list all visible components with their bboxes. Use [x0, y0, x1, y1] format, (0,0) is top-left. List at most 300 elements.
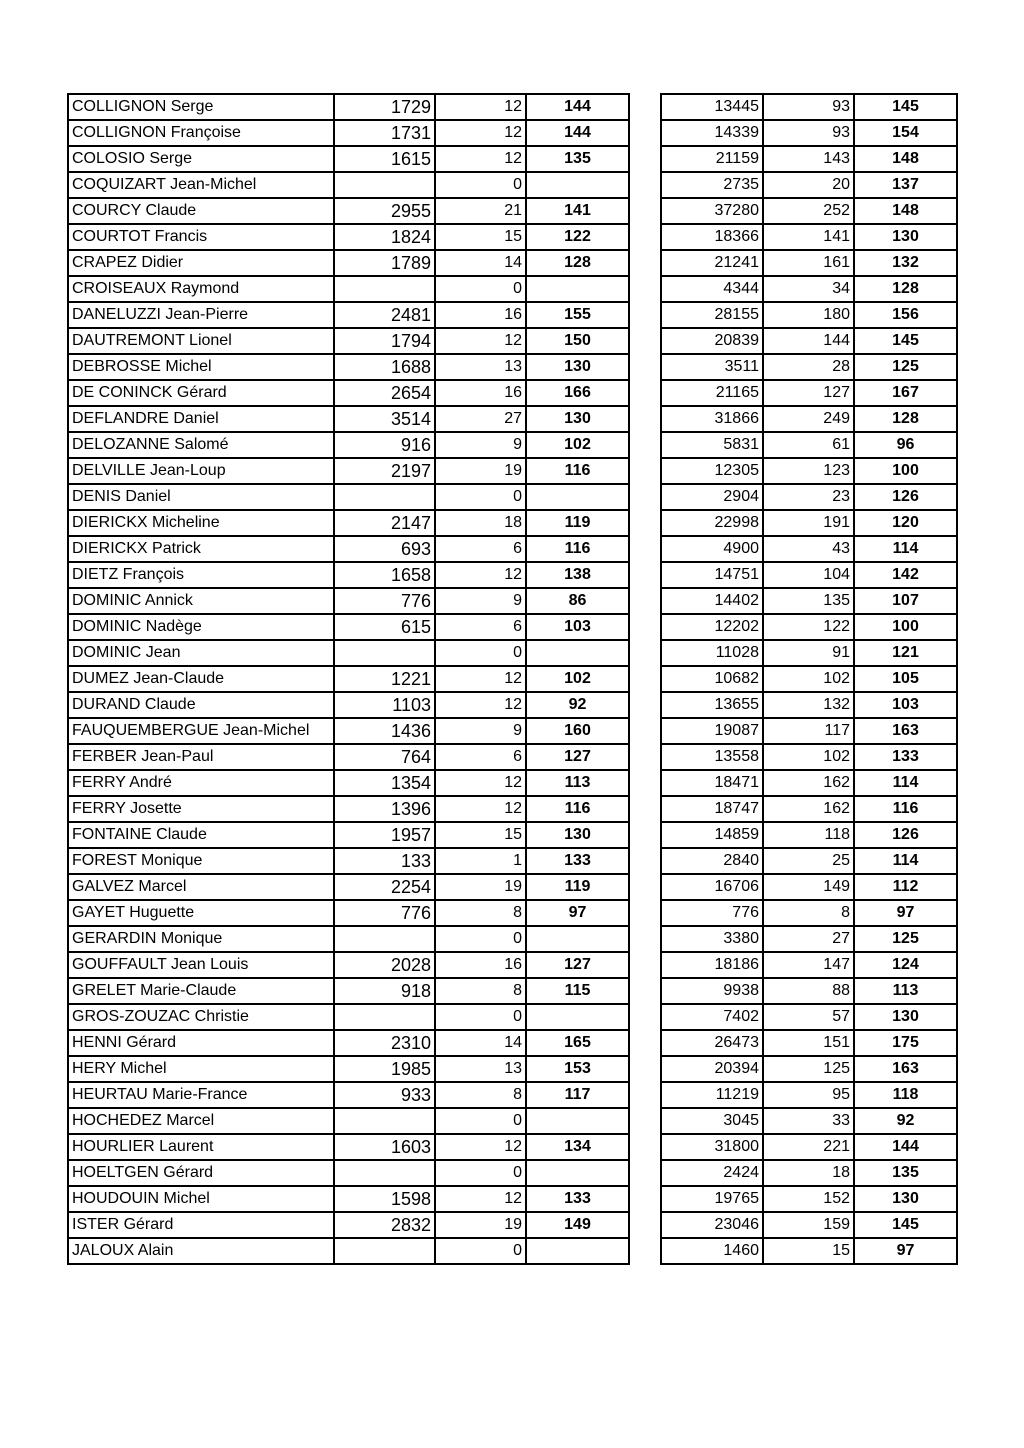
table-row	[68, 458, 629, 484]
season-average-cell: 124	[854, 952, 957, 978]
player-name-cell: DURAND Claude	[68, 692, 334, 718]
season-average-cell: 145	[854, 1212, 957, 1238]
player-name-cell: GROS-ZOUZAC Christie	[68, 1004, 334, 1030]
month-average-cell: 133	[526, 1186, 629, 1212]
table-row	[661, 484, 957, 510]
season-pins-cell: 19087	[661, 718, 763, 744]
season-pins-cell: 11028	[661, 640, 763, 666]
table-row	[661, 1108, 957, 1134]
month-pins-cell: 2654	[334, 380, 435, 406]
season-games-cell: 61	[763, 432, 854, 458]
season-games-cell: 191	[763, 510, 854, 536]
month-games-cell: 16	[435, 302, 526, 328]
table-row	[68, 484, 629, 510]
month-pins-cell: 1436	[334, 718, 435, 744]
season-average-cell: 114	[854, 848, 957, 874]
season-games-cell: 18	[763, 1160, 854, 1186]
season-games-cell: 135	[763, 588, 854, 614]
player-name-cell: DIETZ François	[68, 562, 334, 588]
player-name-cell: DELVILLE Jean-Loup	[68, 458, 334, 484]
month-pins-cell: 1221	[334, 666, 435, 692]
month-pins-cell: 918	[334, 978, 435, 1004]
table-row	[661, 770, 957, 796]
season-average-cell: 144	[854, 1134, 957, 1160]
month-pins-cell	[334, 1108, 435, 1134]
table-row	[661, 562, 957, 588]
season-average-cell: 145	[854, 94, 957, 120]
player-name-cell: FAUQUEMBERGUE Jean-Michel	[68, 718, 334, 744]
table-row	[68, 640, 629, 666]
month-pins-cell: 776	[334, 900, 435, 926]
season-pins-cell: 1460	[661, 1238, 763, 1264]
player-name-cell: DOMINIC Annick	[68, 588, 334, 614]
season-games-cell: 159	[763, 1212, 854, 1238]
table-row	[68, 510, 629, 536]
month-games-cell: 12	[435, 120, 526, 146]
month-average-cell: 116	[526, 796, 629, 822]
season-average-cell: 130	[854, 1004, 957, 1030]
table-row	[68, 1212, 629, 1238]
month-average-cell: 127	[526, 952, 629, 978]
month-average-cell: 128	[526, 250, 629, 276]
season-average-cell: 142	[854, 562, 957, 588]
table-row	[68, 94, 629, 120]
season-average-cell: 148	[854, 198, 957, 224]
season-average-cell: 175	[854, 1030, 957, 1056]
player-name-cell: ISTER Gérard	[68, 1212, 334, 1238]
season-games-cell: 152	[763, 1186, 854, 1212]
month-games-cell: 13	[435, 1056, 526, 1082]
season-pins-cell: 4900	[661, 536, 763, 562]
season-games-cell: 252	[763, 198, 854, 224]
month-pins-cell: 933	[334, 1082, 435, 1108]
player-name-cell: COQUIZART Jean-Michel	[68, 172, 334, 198]
month-pins-cell: 2310	[334, 1030, 435, 1056]
season-average-cell: 167	[854, 380, 957, 406]
season-average-cell: 137	[854, 172, 957, 198]
table-row	[661, 94, 957, 120]
season-pins-cell: 31800	[661, 1134, 763, 1160]
table-row	[68, 952, 629, 978]
player-name-cell: DANELUZZI Jean-Pierre	[68, 302, 334, 328]
month-average-cell: 134	[526, 1134, 629, 1160]
month-average-cell: 86	[526, 588, 629, 614]
season-games-cell: 249	[763, 406, 854, 432]
season-pins-cell: 14339	[661, 120, 763, 146]
season-games-cell: 34	[763, 276, 854, 302]
season-average-cell: 97	[854, 1238, 957, 1264]
season-pins-cell: 14751	[661, 562, 763, 588]
table-row	[661, 796, 957, 822]
player-name-cell: DEFLANDRE Daniel	[68, 406, 334, 432]
month-average-cell: 138	[526, 562, 629, 588]
month-average-cell: 116	[526, 458, 629, 484]
season-games-cell: 127	[763, 380, 854, 406]
season-games-cell: 147	[763, 952, 854, 978]
month-games-cell: 6	[435, 536, 526, 562]
season-average-cell: 100	[854, 458, 957, 484]
month-pins-cell: 1957	[334, 822, 435, 848]
month-pins-cell: 615	[334, 614, 435, 640]
table-row	[68, 354, 629, 380]
table-row	[68, 432, 629, 458]
table-row	[68, 146, 629, 172]
month-average-cell: 103	[526, 614, 629, 640]
player-name-cell: FONTAINE Claude	[68, 822, 334, 848]
table-row	[68, 614, 629, 640]
month-games-cell: 0	[435, 1004, 526, 1030]
player-name-cell: CROISEAUX Raymond	[68, 276, 334, 302]
month-pins-cell: 2254	[334, 874, 435, 900]
table-row	[661, 224, 957, 250]
month-average-cell: 130	[526, 822, 629, 848]
month-average-cell: 127	[526, 744, 629, 770]
season-average-cell: 121	[854, 640, 957, 666]
season-games-cell: 162	[763, 796, 854, 822]
month-pins-cell: 916	[334, 432, 435, 458]
season-pins-cell: 37280	[661, 198, 763, 224]
table-row	[661, 978, 957, 1004]
table-row	[68, 198, 629, 224]
season-average-cell: 114	[854, 536, 957, 562]
table-row	[661, 1212, 957, 1238]
table-row	[68, 666, 629, 692]
season-pins-cell: 26473	[661, 1030, 763, 1056]
month-games-cell: 18	[435, 510, 526, 536]
month-games-cell: 0	[435, 640, 526, 666]
month-pins-cell	[334, 1160, 435, 1186]
month-games-cell: 16	[435, 380, 526, 406]
month-games-cell: 19	[435, 1212, 526, 1238]
table-row	[661, 1134, 957, 1160]
player-name-cell: GAYET Huguette	[68, 900, 334, 926]
season-games-cell: 20	[763, 172, 854, 198]
month-pins-cell	[334, 1238, 435, 1264]
season-games-cell: 25	[763, 848, 854, 874]
season-pins-cell: 12202	[661, 614, 763, 640]
season-games-cell: 15	[763, 1238, 854, 1264]
month-pins-cell: 2147	[334, 510, 435, 536]
season-average-cell: 135	[854, 1160, 957, 1186]
month-games-cell: 9	[435, 432, 526, 458]
table-row	[68, 822, 629, 848]
season-pins-cell: 18366	[661, 224, 763, 250]
month-pins-cell	[334, 172, 435, 198]
season-games-cell: 143	[763, 146, 854, 172]
table-row	[661, 250, 957, 276]
player-name-cell: HENNI Gérard	[68, 1030, 334, 1056]
month-average-cell	[526, 926, 629, 952]
month-average-cell: 97	[526, 900, 629, 926]
month-games-cell: 12	[435, 146, 526, 172]
month-average-cell	[526, 276, 629, 302]
season-pins-cell: 21241	[661, 250, 763, 276]
month-pins-cell: 1731	[334, 120, 435, 146]
month-average-cell: 166	[526, 380, 629, 406]
season-pins-cell: 3511	[661, 354, 763, 380]
month-average-cell: 102	[526, 432, 629, 458]
table-row	[68, 1030, 629, 1056]
month-games-cell: 8	[435, 1082, 526, 1108]
season-pins-cell: 2904	[661, 484, 763, 510]
player-name-cell: HOCHEDEZ Marcel	[68, 1108, 334, 1134]
month-pins-cell: 2955	[334, 198, 435, 224]
player-season-table	[660, 93, 958, 1265]
player-name-cell: GALVEZ Marcel	[68, 874, 334, 900]
season-games-cell: 95	[763, 1082, 854, 1108]
month-average-cell: 117	[526, 1082, 629, 1108]
month-pins-cell: 1354	[334, 770, 435, 796]
month-games-cell: 12	[435, 562, 526, 588]
table-row	[68, 1160, 629, 1186]
season-pins-cell: 13655	[661, 692, 763, 718]
season-games-cell: 132	[763, 692, 854, 718]
player-name-cell: COURTOT Francis	[68, 224, 334, 250]
month-games-cell: 14	[435, 250, 526, 276]
month-games-cell: 12	[435, 692, 526, 718]
month-average-cell: 160	[526, 718, 629, 744]
season-average-cell: 105	[854, 666, 957, 692]
table-row	[661, 432, 957, 458]
season-games-cell: 102	[763, 744, 854, 770]
player-name-cell: FERRY André	[68, 770, 334, 796]
month-average-cell: 155	[526, 302, 629, 328]
month-games-cell: 6	[435, 614, 526, 640]
player-name-cell: DIERICKX Micheline	[68, 510, 334, 536]
table-row	[68, 1082, 629, 1108]
month-pins-cell: 1729	[334, 94, 435, 120]
month-pins-cell: 1103	[334, 692, 435, 718]
season-games-cell: 161	[763, 250, 854, 276]
month-pins-cell: 133	[334, 848, 435, 874]
month-games-cell: 0	[435, 276, 526, 302]
season-games-cell: 57	[763, 1004, 854, 1030]
table-row	[68, 172, 629, 198]
table-row	[661, 1056, 957, 1082]
player-name-cell: HERY Michel	[68, 1056, 334, 1082]
player-name-cell: DIERICKX Patrick	[68, 536, 334, 562]
month-games-cell: 12	[435, 328, 526, 354]
season-games-cell: 117	[763, 718, 854, 744]
month-pins-cell	[334, 640, 435, 666]
month-games-cell: 0	[435, 484, 526, 510]
season-pins-cell: 2424	[661, 1160, 763, 1186]
table-row	[68, 796, 629, 822]
table-row	[661, 536, 957, 562]
table-row	[661, 900, 957, 926]
table-row	[68, 120, 629, 146]
month-average-cell	[526, 1108, 629, 1134]
month-pins-cell: 1396	[334, 796, 435, 822]
table-row	[661, 614, 957, 640]
season-games-cell: 88	[763, 978, 854, 1004]
month-games-cell: 0	[435, 172, 526, 198]
month-average-cell: 92	[526, 692, 629, 718]
season-average-cell: 163	[854, 718, 957, 744]
table-row	[661, 380, 957, 406]
season-pins-cell: 9938	[661, 978, 763, 1004]
season-average-cell: 133	[854, 744, 957, 770]
month-pins-cell	[334, 276, 435, 302]
season-games-cell: 151	[763, 1030, 854, 1056]
season-average-cell: 96	[854, 432, 957, 458]
player-name-cell: CRAPEZ Didier	[68, 250, 334, 276]
season-average-cell: 107	[854, 588, 957, 614]
month-average-cell: 119	[526, 874, 629, 900]
table-row	[661, 1238, 957, 1264]
season-average-cell: 130	[854, 1186, 957, 1212]
month-average-cell	[526, 172, 629, 198]
season-pins-cell: 5831	[661, 432, 763, 458]
season-games-cell: 125	[763, 1056, 854, 1082]
table-row	[661, 198, 957, 224]
table-row	[68, 978, 629, 1004]
season-pins-cell: 2735	[661, 172, 763, 198]
season-games-cell: 102	[763, 666, 854, 692]
month-average-cell: 130	[526, 354, 629, 380]
table-row	[661, 120, 957, 146]
season-average-cell: 116	[854, 796, 957, 822]
season-pins-cell: 7402	[661, 1004, 763, 1030]
season-games-cell: 180	[763, 302, 854, 328]
month-games-cell: 0	[435, 1160, 526, 1186]
month-pins-cell: 2832	[334, 1212, 435, 1238]
table-row	[68, 692, 629, 718]
season-games-cell: 221	[763, 1134, 854, 1160]
table-row	[661, 172, 957, 198]
player-name-cell: DUMEZ Jean-Claude	[68, 666, 334, 692]
table-row	[661, 1160, 957, 1186]
table-row	[68, 1056, 629, 1082]
player-name-cell: DOMINIC Nadège	[68, 614, 334, 640]
month-games-cell: 6	[435, 744, 526, 770]
season-pins-cell: 776	[661, 900, 763, 926]
player-name-cell: HEURTAU Marie-France	[68, 1082, 334, 1108]
player-name-cell: COLLIGNON Françoise	[68, 120, 334, 146]
season-average-cell: 114	[854, 770, 957, 796]
player-name-cell: JALOUX Alain	[68, 1238, 334, 1264]
month-pins-cell: 764	[334, 744, 435, 770]
month-pins-cell	[334, 1004, 435, 1030]
season-games-cell: 162	[763, 770, 854, 796]
season-pins-cell: 14859	[661, 822, 763, 848]
season-pins-cell: 31866	[661, 406, 763, 432]
month-games-cell: 15	[435, 224, 526, 250]
month-games-cell: 8	[435, 978, 526, 1004]
month-games-cell: 19	[435, 458, 526, 484]
player-name-cell: DEBROSSE Michel	[68, 354, 334, 380]
season-average-cell: 145	[854, 328, 957, 354]
table-row	[661, 640, 957, 666]
season-games-cell: 8	[763, 900, 854, 926]
month-games-cell: 21	[435, 198, 526, 224]
season-average-cell: 126	[854, 484, 957, 510]
month-games-cell: 15	[435, 822, 526, 848]
player-name-cell: GERARDIN Monique	[68, 926, 334, 952]
season-pins-cell: 3380	[661, 926, 763, 952]
season-average-cell: 125	[854, 354, 957, 380]
month-games-cell: 13	[435, 354, 526, 380]
month-games-cell: 1	[435, 848, 526, 874]
table-row	[661, 302, 957, 328]
player-name-cell: DAUTREMONT Lionel	[68, 328, 334, 354]
month-games-cell: 12	[435, 94, 526, 120]
table-row	[661, 1186, 957, 1212]
season-average-cell: 103	[854, 692, 957, 718]
season-average-cell: 92	[854, 1108, 957, 1134]
player-name-cell: DENIS Daniel	[68, 484, 334, 510]
table-row	[661, 952, 957, 978]
month-average-cell: 144	[526, 120, 629, 146]
player-name-cell: GOUFFAULT Jean Louis	[68, 952, 334, 978]
month-pins-cell	[334, 926, 435, 952]
table-row	[68, 588, 629, 614]
month-pins-cell: 1789	[334, 250, 435, 276]
season-average-cell: 120	[854, 510, 957, 536]
table-row	[661, 926, 957, 952]
month-average-cell	[526, 484, 629, 510]
month-games-cell: 12	[435, 796, 526, 822]
month-average-cell: 141	[526, 198, 629, 224]
table-row	[661, 744, 957, 770]
season-games-cell: 122	[763, 614, 854, 640]
season-games-cell: 43	[763, 536, 854, 562]
month-average-cell: 102	[526, 666, 629, 692]
month-average-cell: 165	[526, 1030, 629, 1056]
season-average-cell: 113	[854, 978, 957, 1004]
table-row	[661, 328, 957, 354]
month-games-cell: 12	[435, 770, 526, 796]
season-games-cell: 27	[763, 926, 854, 952]
month-games-cell: 12	[435, 1186, 526, 1212]
season-pins-cell: 18186	[661, 952, 763, 978]
season-pins-cell: 23046	[661, 1212, 763, 1238]
table-row	[661, 146, 957, 172]
season-average-cell: 156	[854, 302, 957, 328]
month-pins-cell: 1794	[334, 328, 435, 354]
month-games-cell: 27	[435, 406, 526, 432]
season-pins-cell: 13445	[661, 94, 763, 120]
table-row	[68, 1186, 629, 1212]
table-row	[661, 874, 957, 900]
season-pins-cell: 22998	[661, 510, 763, 536]
table-row	[68, 406, 629, 432]
table-row	[68, 874, 629, 900]
table-row	[68, 1134, 629, 1160]
season-pins-cell: 21165	[661, 380, 763, 406]
month-games-cell: 14	[435, 1030, 526, 1056]
month-pins-cell: 2481	[334, 302, 435, 328]
month-average-cell: 130	[526, 406, 629, 432]
table-row	[68, 718, 629, 744]
season-average-cell: 97	[854, 900, 957, 926]
season-pins-cell: 3045	[661, 1108, 763, 1134]
season-games-cell: 93	[763, 94, 854, 120]
table-row	[68, 1004, 629, 1030]
month-games-cell: 16	[435, 952, 526, 978]
season-games-cell: 91	[763, 640, 854, 666]
month-average-cell: 115	[526, 978, 629, 1004]
season-games-cell: 23	[763, 484, 854, 510]
player-name-cell: HOUDOUIN Michel	[68, 1186, 334, 1212]
season-games-cell: 144	[763, 328, 854, 354]
season-pins-cell: 19765	[661, 1186, 763, 1212]
season-games-cell: 149	[763, 874, 854, 900]
month-average-cell: 150	[526, 328, 629, 354]
month-average-cell	[526, 1004, 629, 1030]
table-row	[68, 744, 629, 770]
season-average-cell: 148	[854, 146, 957, 172]
